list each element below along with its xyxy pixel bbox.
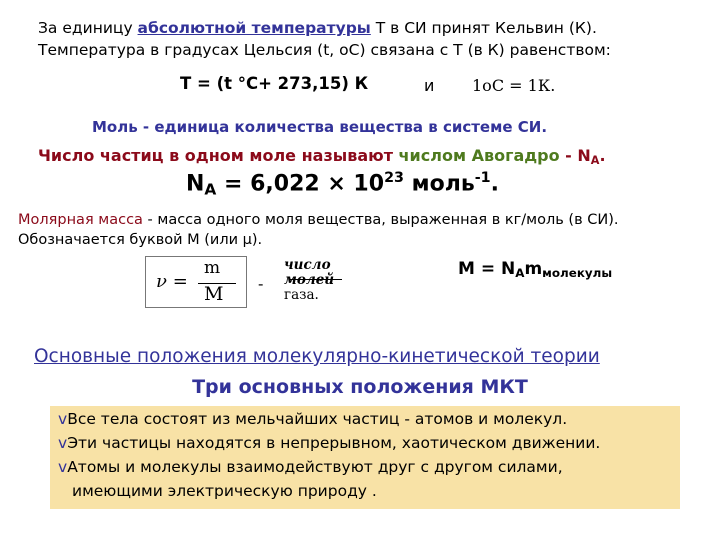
na-unit: моль — [403, 171, 475, 197]
na-end: . — [490, 171, 499, 197]
nu-equals: = — [172, 271, 188, 292]
nu-denominator: M — [204, 283, 224, 305]
intro-line-2: Температура в градусах Цельсия (t, оС) связана с Т (в К) равенством: — [38, 41, 611, 59]
and-word: и — [424, 76, 435, 95]
bullet-mark-icon: v — [58, 434, 68, 452]
absolute-temperature-link[interactable]: абсолютной температуры — [137, 19, 371, 37]
temperature-formula: Т = (t °С+ 273,15) К — [180, 74, 369, 93]
avogadro-pre: Число частиц в одном моле называют — [38, 146, 399, 165]
avogadro-term: числом Авогадро — [398, 146, 560, 165]
na-unit-exp: -1 — [474, 170, 491, 186]
avogadro-sentence — [38, 146, 606, 167]
mform-sub: A — [515, 265, 525, 280]
molar-line1-rest: - масса одного моля вещества, выраженная в кг/моль (в СИ). — [142, 212, 619, 228]
bullet-3-cont: имеющими электрическую природу . — [72, 482, 377, 500]
avogadro-end: . — [599, 146, 606, 165]
nu-dash: - — [258, 274, 264, 293]
nu-symbol: ν — [156, 271, 167, 292]
mform-main: М = N — [458, 259, 516, 279]
intro-line1-post: Т в СИ принят Кельвин (К). — [370, 19, 597, 37]
section-subtitle: Три основных положения МКТ — [192, 376, 528, 398]
bullet-1-text: Все тела состоят из мельчайших частиц - атомов и молекул. — [67, 410, 568, 428]
na-mid: = 6,022 × 10 — [216, 171, 385, 197]
bullet-mark-icon: v — [58, 458, 68, 476]
kelvin-equality: 1оС = 1К. — [472, 76, 556, 95]
nu-words — [284, 258, 334, 303]
na-exp: 23 — [384, 170, 404, 186]
molar-line-1 — [18, 210, 618, 230]
na-n: N — [186, 171, 205, 197]
nu-lhs — [156, 271, 188, 292]
mform-sub2: молекулы — [542, 265, 613, 280]
molar-mass-formula — [458, 259, 612, 280]
bullet-3-text: Атомы и молекулы взаимодействуют друг с другом силами, — [67, 458, 563, 476]
words-divider — [290, 279, 342, 280]
na-sub: A — [204, 180, 217, 199]
bullet-3 — [58, 458, 563, 476]
intro-paragraph — [38, 17, 611, 61]
bullet-2-text: Эти частицы находятся в непрерывном, хаотическом движении. — [67, 434, 601, 452]
nu-word-2: молей — [284, 272, 335, 288]
mole-definition: Моль - единица количества вещества в системе СИ. — [92, 118, 548, 136]
intro-line1-pre: За единицу — [38, 19, 138, 37]
bullet-1 — [58, 410, 567, 428]
molar-mass-definition — [18, 210, 618, 250]
molar-term: Молярная масса — [18, 212, 143, 228]
avogadro-value — [186, 170, 499, 198]
nu-numerator: m — [204, 258, 221, 278]
section-title[interactable]: Основные положения молекулярно-кинетической теории — [34, 346, 600, 367]
molar-line-2: Обозначается буквой М (или μ). — [18, 232, 263, 248]
bullet-mark-icon: v — [58, 410, 68, 428]
mform-m: m — [524, 259, 543, 279]
avogadro-symbol-sub: A — [590, 153, 600, 167]
avogadro-symbol: - N — [559, 146, 591, 165]
intro-line-1 — [38, 17, 611, 39]
nu-formula-box — [145, 256, 247, 308]
nu-word-3: газа. — [284, 287, 319, 303]
mkt-principles-box — [50, 406, 680, 509]
bullet-2 — [58, 434, 600, 452]
nu-word-1: число — [284, 257, 331, 273]
